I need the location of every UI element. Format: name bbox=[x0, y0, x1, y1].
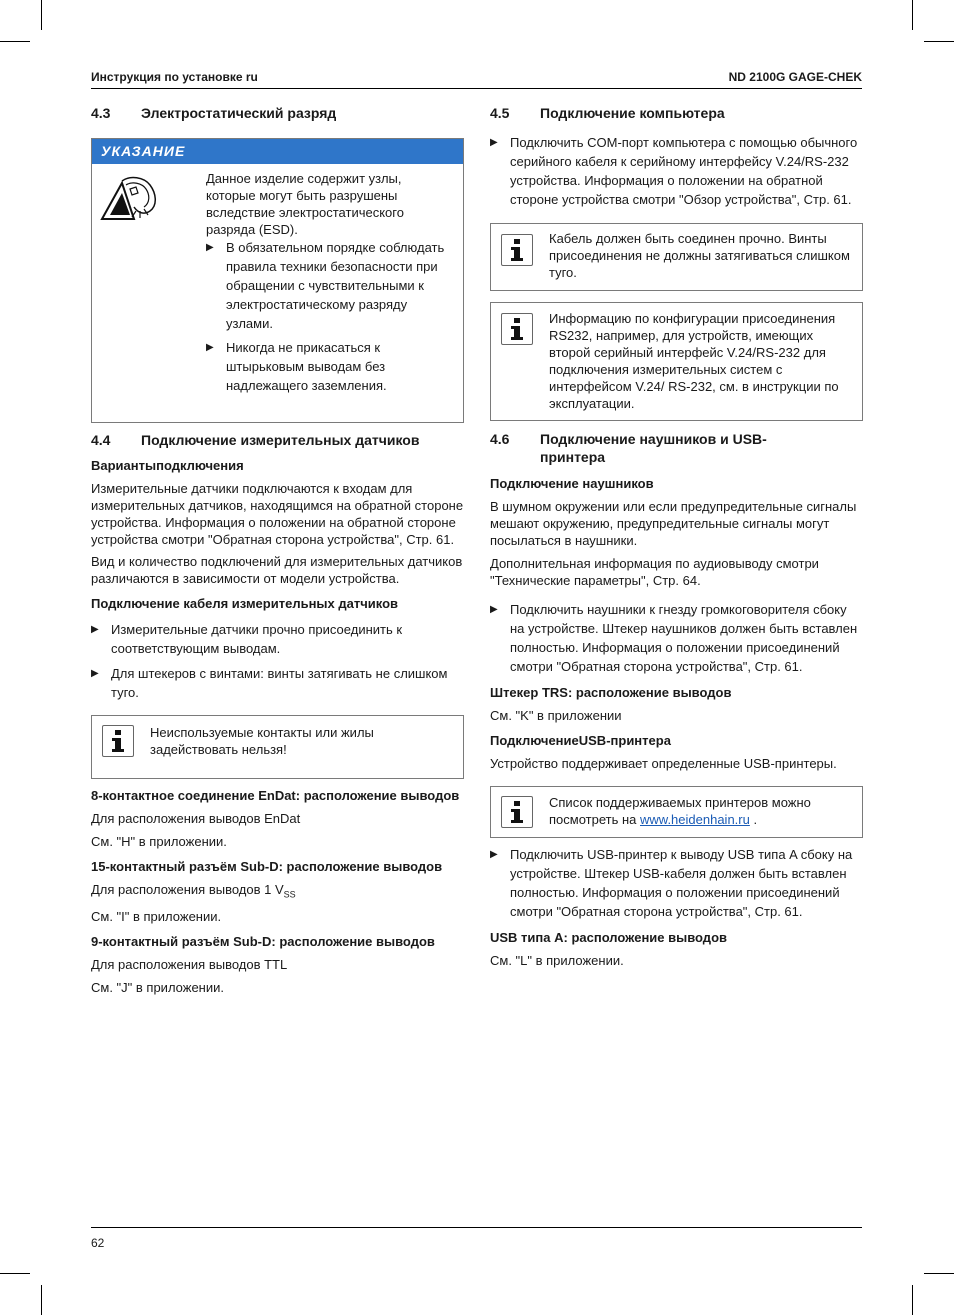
section-heading-4-3 bbox=[91, 104, 464, 122]
section-title: Электростатический разряд bbox=[141, 105, 337, 121]
section-title: Подключение компьютера bbox=[540, 105, 725, 121]
crop-mark bbox=[41, 0, 42, 30]
bullet-arrow-icon: ▶ bbox=[490, 849, 498, 860]
list-item-text: Для штекеров с винтами: винты затягивать не слишком туго. bbox=[111, 666, 448, 700]
list-item-text: Измерительные датчики прочно присоединить к соответствующим выводам. bbox=[111, 622, 403, 656]
info-box bbox=[490, 223, 863, 291]
section-title bbox=[540, 430, 767, 466]
info-icon bbox=[501, 234, 533, 266]
info-text: Информацию по конфигурации присоединения RS232, например, для устройств, имеющих второй серийный интерфейс V.24/RS-232 для подключения измерительных систем с интерфейсом V.24/ RS-232, см. в инструкции по эксплуатации. bbox=[549, 311, 839, 411]
header-right: ND 2100G GAGE-CHEK bbox=[728, 70, 862, 84]
list-item bbox=[206, 338, 453, 395]
info-box bbox=[490, 786, 863, 838]
subheading: 8-контактное соединение EnDat: расположение выводов bbox=[91, 788, 460, 803]
paragraph: Вид и количество подключений для измерительных датчиков различаются в зависимости от модели устройства. bbox=[91, 554, 463, 586]
bullet-arrow-icon: ▶ bbox=[490, 137, 498, 148]
paragraph: Дополнительная информация по аудиовыводу смотри "Технические параметры", Стр. 64. bbox=[490, 556, 819, 588]
paragraph: Измерительные датчики подключаются к входам для измерительных датчиков, находящимся на обратной стороне устройства. Информация о положении на обратной стороне устройства смотри "Обратная сторона устройства", Стр. 61. bbox=[91, 481, 464, 547]
list-item bbox=[490, 845, 863, 921]
section-number: 4.3 bbox=[91, 105, 111, 121]
crop-mark bbox=[912, 0, 913, 30]
list-item-text: В обязательном порядке соблюдать правила техники безопасности при обращении с чувствительными к электростатическому разряду узлами. bbox=[226, 240, 445, 331]
notice-title: УКАЗАНИЕ bbox=[92, 139, 463, 164]
subscript: SS bbox=[283, 889, 296, 900]
subheading: USB типа A: расположение выводов bbox=[490, 930, 727, 945]
crop-mark bbox=[912, 1285, 913, 1315]
section-number: 4.6 bbox=[490, 431, 510, 447]
subheading: Подключение кабеля измерительных датчиков bbox=[91, 596, 399, 611]
notice-body bbox=[206, 170, 453, 395]
crop-mark bbox=[0, 1273, 30, 1274]
page-header bbox=[91, 70, 862, 89]
info-text bbox=[549, 794, 850, 828]
bullet-arrow-icon: ▶ bbox=[206, 242, 214, 253]
section-heading-4-6 bbox=[490, 430, 863, 466]
bullet-arrow-icon: ▶ bbox=[91, 668, 99, 679]
bullet-arrow-icon: ▶ bbox=[206, 342, 214, 353]
bullet-arrow-icon: ▶ bbox=[490, 604, 498, 615]
list-item bbox=[206, 238, 453, 333]
list-item bbox=[490, 133, 863, 209]
page-number: 62 bbox=[91, 1236, 105, 1250]
paragraph bbox=[91, 881, 464, 904]
paragraph: См. "K" в приложении bbox=[490, 708, 622, 723]
info-icon bbox=[102, 725, 134, 757]
info-text: Неиспользуемые контакты или жилы задействовать нельзя! bbox=[150, 725, 374, 757]
list-item-text: Подключить COM-порт компьютера с помощью обычного серийного кабеля к серийному интерфейсу V.24/RS-232 устройства. Информация о положении на обратной стороне устройства смотри "Обзор устройства", Стр. 61. bbox=[510, 135, 858, 207]
info-box bbox=[490, 302, 863, 421]
info-icon bbox=[501, 796, 533, 828]
list-item bbox=[91, 664, 464, 702]
crop-mark bbox=[0, 41, 30, 42]
section-number: 4.5 bbox=[490, 105, 510, 121]
subheading: ПодключениеUSB-принтера bbox=[490, 733, 671, 748]
paragraph: См. "L" в приложении. bbox=[490, 953, 624, 968]
section-number: 4.4 bbox=[91, 432, 111, 448]
paragraph: Устройство поддерживает определенные USB-принтеры. bbox=[490, 756, 837, 771]
section-title-line: принтера bbox=[540, 449, 606, 465]
paragraph-text: Для расположения выводов 1 V bbox=[91, 882, 284, 897]
left-column bbox=[91, 104, 464, 996]
heidenhain-link[interactable]: www.heidenhain.ru bbox=[640, 812, 750, 827]
section-title-line: Подключение наушников и USB- bbox=[540, 431, 767, 447]
list-item bbox=[91, 620, 464, 658]
list-item-text: Подключить наушники к гнезду громкоговорителя сбоку на устройстве. Штекер наушников должен быть вставлен полностью. Информация о положении присоединений смотри "Обратная сторона устройства", Стр. 61. bbox=[510, 602, 858, 674]
list-item bbox=[490, 600, 863, 676]
esd-warning-icon bbox=[100, 171, 164, 223]
section-heading-4-5 bbox=[490, 104, 863, 122]
section-heading-4-4 bbox=[91, 431, 464, 449]
section-title: Подключение измерительных датчиков bbox=[141, 432, 420, 448]
subheading: Подключение наушников bbox=[490, 476, 654, 491]
list-item-text: Подключить USB-принтер к выводу USB типа A сбоку на устройстве. Штекер USB-кабеля должен быть вставлен полностью. Информация о положении присоединений смотри "Обратная сторона устройства", Стр. 61. bbox=[510, 847, 853, 919]
info-text-part: Список поддерживаемых принтеров можно посмотреть на bbox=[549, 795, 811, 827]
right-column bbox=[490, 104, 863, 969]
notice-text: Данное изделие содержит узлы, которые могут быть разрушены вследствие электростатического разряда (ESD). bbox=[206, 171, 404, 237]
list-item-text: Никогда не прикасаться к штырьковым выводам без надлежащего заземления. bbox=[226, 340, 387, 393]
crop-mark bbox=[924, 41, 954, 42]
crop-mark bbox=[41, 1285, 42, 1315]
info-text-part: . bbox=[749, 812, 758, 827]
subheading: Вариантыподключения bbox=[91, 458, 244, 473]
subheading: 15-контактный разъём Sub-D: расположение выводов bbox=[91, 859, 443, 874]
info-text: Кабель должен быть соединен прочно. Винты присоединения не должны затягиваться слишком туго. bbox=[549, 231, 850, 280]
paragraph: См. "I" в приложении. bbox=[91, 908, 222, 924]
crop-mark bbox=[924, 1273, 954, 1274]
bullet-arrow-icon: ▶ bbox=[91, 624, 99, 635]
header-left: Инструкция по установке ru bbox=[91, 70, 258, 84]
paragraph: В шумном окружении или если предупредительные сигналы мешают окружению, предупредительные сигналы могут посылаться в наушники. bbox=[490, 499, 857, 548]
paragraph: См. "H" в приложении. bbox=[91, 834, 227, 849]
footer-rule bbox=[91, 1227, 862, 1228]
info-box bbox=[91, 715, 464, 779]
subheading: 9-контактный разъём Sub-D: расположение выводов bbox=[91, 933, 435, 949]
subheading: Штекер TRS: расположение выводов bbox=[490, 685, 732, 700]
paragraph: Для расположения выводов TTL bbox=[91, 956, 288, 972]
notice-box bbox=[91, 138, 464, 423]
paragraph: Для расположения выводов EnDat bbox=[91, 811, 301, 826]
info-icon bbox=[501, 313, 533, 345]
paragraph: См. "J" в приложении. bbox=[91, 979, 224, 995]
